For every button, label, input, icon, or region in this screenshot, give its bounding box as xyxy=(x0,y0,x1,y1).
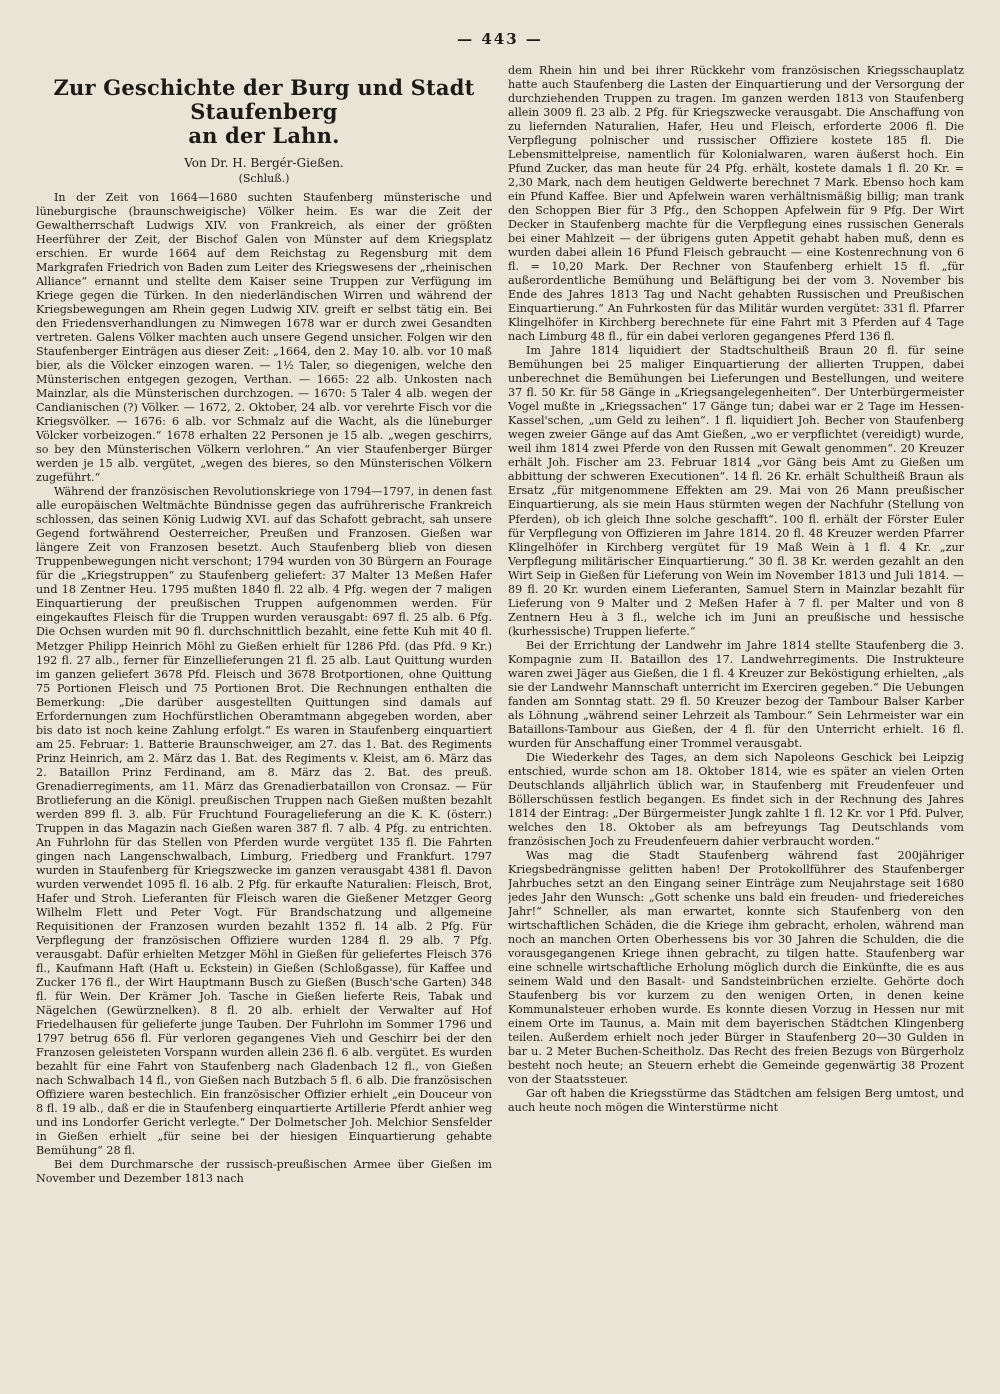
paragraph: In der Zeit von 1664—1680 suchten Staufenberg münsterische und lüneburgische (braunschweigische) Völker heim. Es war die Zeit der Gewaltherrschaft Ludwigs XIV. von Frankreich, als einer der größten Heerführer der Zeit, der Bischof Galen von Münster auf dem Kriegsplatz erschien. Er wurde 1664 auf dem Reichstag zu Regensburg mit dem Markgrafen Friedrich von Baden zum Leiter des Kriegswesens der „rheinischen Alliance“ ernannt und stellte dem Kaiser seine Truppen zur Verfügung im Kriege gegen die Türken. In den niederländischen Wirren und während der Kriegsbewegungen am Rhein gegen Ludwig XIV. greift er selbst tätig ein. Bei den Friedensverhandlungen zu Nimwegen 1678 war er durch zwei Gesandten vertreten. Galens Völker machten auch unsere Gegend unsicher. Folgen wir den Staufenberger Einträgen aus dieser Zeit: „1664, den 2. May 10. alb. vor 10 maß bier, als die Völcker einzogen waren. — 1½ Taler, so diegenigen, welche den Münsterischen entgegen gezogen, Verthan. — 1665: 22 alb. Unkosten nach Mainzlar, als die Münsterischen durchzogen. — 1670: 5 Taler 4 alb. wegen der Candianischen (?) Völker. — 1672, 2. Oktober, 24 alb. vor verehrte Fisch vor die Kriegsvölker. — 1676: 6 alb. vor Schmalz auf die Wacht, als die lüneburger Völcker vorbeizogen.“ 1678 erhalten 22 Personen je 15 alb. „wegen geschirrs, so bey den Münsterischen Völkern verlohren.“ An vier Staufenberger Bürger werden je 15 alb. vergütet, „wegen des bieres, so den Münsterischen Völkern zugeführt.“ xyxy=(36,191,492,485)
paragraph: Im Jahre 1814 liquidiert der Stadtschultheiß Braun 20 fl. für seine Bemühungen bei 25 maliger Einquartierung der allierten Truppen, dabei unberechnet die Bemühungen bei Lieferungen und Bestellungen, und weitere 37 fl. 50 Kr. für 58 Gänge in „Kriegsangelegenheiten“. Der Unterbürgermeister Vogel mußte in „Kriegssachen“ 17 Gänge tun; dabei war er 2 Tage im Hessen-Kassel'schen, „um Geld zu leihen“. 1 fl. liquidiert Joh. Becher von Staufenberg wegen zweier Gänge auf das Amt Gießen, „wo er verpflichtet (vereidigt) wurde, weil ihm 1814 zwei Pferde von den Russen mit Gewalt genommen“. 20 Kreuzer erhält Joh. Fischer am 23. Februar 1814 „vor Gäng beis Amt zu Gießen um abbittung der schweren Executionen“. 14 fl. 26 Kr. erhält Schultheiß Braun als Ersatz „für mitgenommene Effekten am 29. Mai von 26 Mann preußischer Einquartierung, als sie mein Haus stürmten wegen der Nachfuhr (Stellung von Pferden), ob ich gleich Ihne solche geschafft“. 100 fl. erhält der Förster Euler für Verpflegung von Offizieren im Jahre 1814. 20 fl. 48 Kreuzer werden Pfarrer Klingelhöfer in Kirchberg vergütet für 19 Maß Wein à 1 fl. 4 Kr. „zur Verpflegung militärischer Einquartierung.“ 30 fl. 38 Kr. werden gezahlt an den Wirt Seip in Gießen für Lieferung von Wein im November 1813 und Juli 1814. — 89 fl. 20 Kr. wurden einem Lieferanten, Samuel Stern in Mainzlar bezahlt für Lieferung von 9 Malter und 2 Meßen Hafer à 7 fl. per Malter und von 8 Zentnern Heu à 3 fl., welche ich im Juni an preußische und hessische (kurhessische) Truppen lieferte.“ xyxy=(508,344,964,638)
columns xyxy=(36,64,964,1186)
paragraph: Bei dem Durchmarsche der russisch-preußischen Armee über Gießen im November und Dezember 1813 nach xyxy=(36,1158,492,1186)
title-line-1: Zur Geschichte der Burg und Stadt Staufenberg xyxy=(53,75,475,124)
paragraph: Bei der Errichtung der Landwehr im Jahre 1814 stellte Staufenberg die 3. Kompagnie zum II. Bataillon des 17. Landwehrregiments. Die Instrukteure waren zwei Jäger aus Gießen, die 1 fl. 4 Kreuzer zur Beköstigung erhielten, „als sie der Landwehr Mannschaft unterricht im Exerciren gegeben.“ Die Uebungen fanden am Sonntag statt. 29 fl. 50 Kreuzer bezog der Tambour Balser Karber als Löhnung „während seiner Lehrzeit als Tambour.“ Sein Lehrmeister war ein Bataillons-Tambour aus Gießen, der 4 fl. für den Unterricht erhielt. 16 fl. wurden für Anschaffung einer Trommel verausgabt. xyxy=(508,638,964,750)
page-number: — 443 — xyxy=(457,30,543,48)
paragraph: Während der französischen Revolutionskriege von 1794—1797, in denen fast alle europäischen Weltmächte Bündnisse gegen das aufrührerische Frankreich schlossen, das seinen König Ludwig XVI. auf das Schafott gebracht, sah unsere Gegend fortwährend Oesterreicher, Preußen und Franzosen. Gießen war längere Zeit von Franzosen besetzt. Auch Staufenberg blieb von diesen Truppenbewegungen nicht verschont; 1794 wurden von 30 Bürgern an Fourage für die „Kriegstruppen“ zu Staufenberg geliefert: 37 Malter 13 Meßen Hafer und 18 Zentner Heu. 1795 mußten 1840 fl. 22 alb. 4 Pfg. wegen der 7 maligen Einquartierung der preußischen Truppen aufgenommen werden. Für eingekauftes Fleisch für die Truppen wurden verausgabt: 697 fl. 25 alb. 6 Pfg. Die Ochsen wurden mit 90 fl. durchschnittlich bezahlt, eine fette Kuh mit 40 fl. Metzger Philipp Heinrich Möhl zu Gießen erhielt für 1286 Pfd. (das Pfd. 9 Kr.) 192 fl. 27 alb., ferner für Einzellieferungen 21 fl. 25 alb. Laut Quittung wurden im ganzen geliefert 3678 Pfd. Fleisch und 3678 Brotportionen, ohne Quittung 75 Portionen Fleisch und 75 Portionen Brot. Die Rechnungen enthalten die Bemerkung: „Die darüber ausgestellten Quittungen sind damals auf Erfordernungen zum Hochfürstlichen Oberamtmann abgegeben worden, aber bis dato ist noch keine Zahlung erfolgt.“ Es waren in Staufenberg einquartiert am 25. Februar: 1. Batterie Braunschweiger, am 27. das 1. Bat. des Regiments Prinz Heinrich, am 2. März das 1. Bat. des Regiments v. Kleist, am 6. März das 2. Bataillon Prinz Ferdinand, am 8. März das 2. Bat. des preuß. Grenadierregiments, am 11. März das Grenadierbataillon von Cronsaz. — Für Brotlieferung an die Königl. preußischen Truppen nach Gießen mußten bezahlt werden 899 fl. 3. alb. Für Fruchtund Fouragelieferung an die K. K. (österr.) Truppen in das Magazin nach Gießen waren 387 fl. 7 alb. 4 Pfg. zu entrichten. An Fuhrlohn für das Stellen von Pferden wurde vergütet 135 fl. Die Fahrten gingen nach Langenschwalbach, Limburg, Friedberg und Frankfurt. 1797 wurden in Staufenberg für Kriegszwecke im ganzen verausgabt 4381 fl. Davon wurden verwendet 1095 fl. 16 alb. 2 Pfg. für erkaufte Naturalien: Fleisch, Brot, Hafer und Stroh. Lieferanten für Fleisch waren die Gießener Metzger Georg Wilhelm Flett und Peter Vogt. Für Brandschatzung und allgemeine Requisitionen der Franzosen wurden bezahlt 1352 fl. 14 alb. 2 Pfg. Für Verpflegung der französischen Offiziere wurden 1284 fl. 29 alb. 7 Pfg. verausgabt. Dafür erhielten Metzger Möhl in Gießen für geliefertes Fleisch 376 fl., Kaufmann Haft (Haft u. Eckstein) in Gießen (Schloßgasse), für Kaffee und Zucker 176 fl., der Wirt Hauptmann Busch zu Gießen (Busch'sche Garten) 348 fl. für Wein. Der Krämer Joh. Tasche in Gießen lieferte Reis, Tabak und Nägelchen (Gewürznelken). 8 fl. 20 alb. erhielt der Verwalter auf Hof Friedelhausen für gelieferte junge Tauben. Der Fuhrlohn im Sommer 1796 und 1797 betrug 656 fl. Für verloren gegangenes Vieh und Geschirr bei der den Franzosen geleisteten Vorspann wurden allein 236 fl. 6 alb. vergütet. Es wurden bezahlt für eine Fahrt von Staufenberg nach Gladenbach 12 fl., von Gießen nach Schwalbach 14 fl., von Gießen nach Butzbach 5 fl. 6 alb. Die französischen Offiziere waren bestechlich. Ein französischer Offizier erhielt „ein Douceur von 8 fl. 19 alb., daß er die in Staufenberg einquartierte Artillerie Pferdt anhier weg und ins Londorfer Gericht verlegte.“ Der Dolmetscher Joh. Melchior Sensfelder in Gießen erhielt „für seine bei der hiesigen Einquartierung gehabte Bemühung“ 28 fl. xyxy=(36,485,492,1158)
left-column xyxy=(36,64,492,1186)
paragraph: Die Wiederkehr des Tages, an dem sich Napoleons Geschick bei Leipzig entschied, wurde schon am 18. Oktober 1814, wie es später an vielen Orten Deutschlands alljährlich üblich war, in Staufenberg mit Freudenfeuer und Böllerschüssen festlich begangen. Es findet sich in der Rechnung des Jahres 1814 der Eintrag: „Der Bürgermeister Jungk zahlte 1 fl. 12 Kr. vor 1 Pfd. Pulver, welches den 18. Oktober als am befreyungs Tag Deutschlands vom französischen Joch zu Freudenfeuern dahier verbraucht worden.“ xyxy=(508,750,964,848)
article-author: Von Dr. H. Bergér-Gießen. xyxy=(184,156,344,170)
paragraph: dem Rhein hin und bei ihrer Rückkehr vom französischen Kriegsschauplatz hatte auch Staufenberg die Lasten der Einquartierung und der Versorgung der durchziehenden Truppen zu tragen. Im ganzen werden 1813 von Staufenberg allein 3009 fl. 23 alb. 2 Pfg. für Kriegszwecke verausgabt. Die Anschaffung von zu liefernden Naturalien, Hafer, Heu und Fleisch, erforderte 2006 fl. Die Verpflegung polnischer und russischer Offiziere kostete 185 fl. Die Lebensmittelpreise, namentlich für Kolonialwaren, waren äußerst hoch. Ein Pfund Zucker, das man heute für 24 Pfg. erhält, kostete damals 1 fl. 20 Kr. = 2,30 Mark, nach dem heutigen Geldwerte berechnet 7 Mark. Ebenso hoch kam ein Pfund Kaffee. Bier und Apfelwein waren verhältnismäßig billig; man trank den Schoppen Bier für 3 Pfg., den Schoppen Apfelwein für 9 Pfg. Der Wirt Decker in Staufenberg machte für die Verpflegung eines russischen Generals bei einer Mahlzeit — der übrigens guten Appetit gehabt haben muß, denn es wurden dabei allein 16 Pfund Fleisch gebraucht — eine Kostenrechnung von 6 fl. = 10,20 Mark. Der Rechner von Staufenberg erhielt 15 fl. „für außerordentliche Bemühung und Beläftigung bei der vom 3. November bis Ende des Jahres 1813 Tag und Nacht gehabten Russischen und Preußischen Einquartierung.“ An Fuhrkosten für das Militär wurden vergütet: 331 fl. Pfarrer Klingelhöfer in Kirchberg berechnete für eine Fahrt mit 3 Pferden auf 4 Tage nach Limburg 48 fl., für ein dabei verloren gegangenes Pferd 136 fl. xyxy=(508,64,964,344)
continuation-note: (Schluß.) xyxy=(238,172,290,185)
paragraph: Was mag die Stadt Staufenberg während fast 200jähriger Kriegsbedrängnisse gelitten haben! Der Protokollführer des Staufenberger Jahrbuches setzt an den Eingang seiner Einträge zum Neujahrstage seit 1680 jedes Jahr den Wunsch: „Gott schenke uns bald ein freuden- und friedereiches Jahr!“ Schneller, als man erwartet, konnte sich Staufenberg von den wirtschaftlichen Schäden, die die Kriege ihm gebracht, erholen, während man noch an manchen Orten Oberhessens bis vor 30 Jahren die Schulden, die die vorausgegangenen Kriege ihnen gebracht, zu tilgen hatte. Staufenberg war eine schnelle wirtschaftliche Erholung möglich durch die Einkünfte, die es aus seinem Wald und den Basalt- und Sandsteinbrüchen erzielte. Gehörte doch Staufenberg bis vor kurzem zu den wenigen Orten, in denen keine Kommunalsteuer erhoben wurde. Es konnte diesen Vorzug in Hessen nur mit einem Orte im Taunus, a. Main mit dem bayerischen Städtchen Klingenberg teilen. Außerdem erhielt noch jeder Bürger in Staufenberg 20—30 Gulden in bar u. 2 Meter Buchen-Scheitholz. Das Recht des freien Bezugs von Bürgerholz besteht noch heute; an Steuern erhebt die Gemeinde gegenwärtig 38 Prozent von der Staatssteuer. xyxy=(508,848,964,1087)
title-line-2: an der Lahn. xyxy=(188,123,340,148)
right-column xyxy=(508,64,964,1186)
article-title xyxy=(36,76,492,148)
paragraph: Gar oft haben die Kriegsstürme das Städtchen am felsigen Berg umtost, und auch heute noch mögen die Winterstürme nicht xyxy=(508,1087,964,1115)
